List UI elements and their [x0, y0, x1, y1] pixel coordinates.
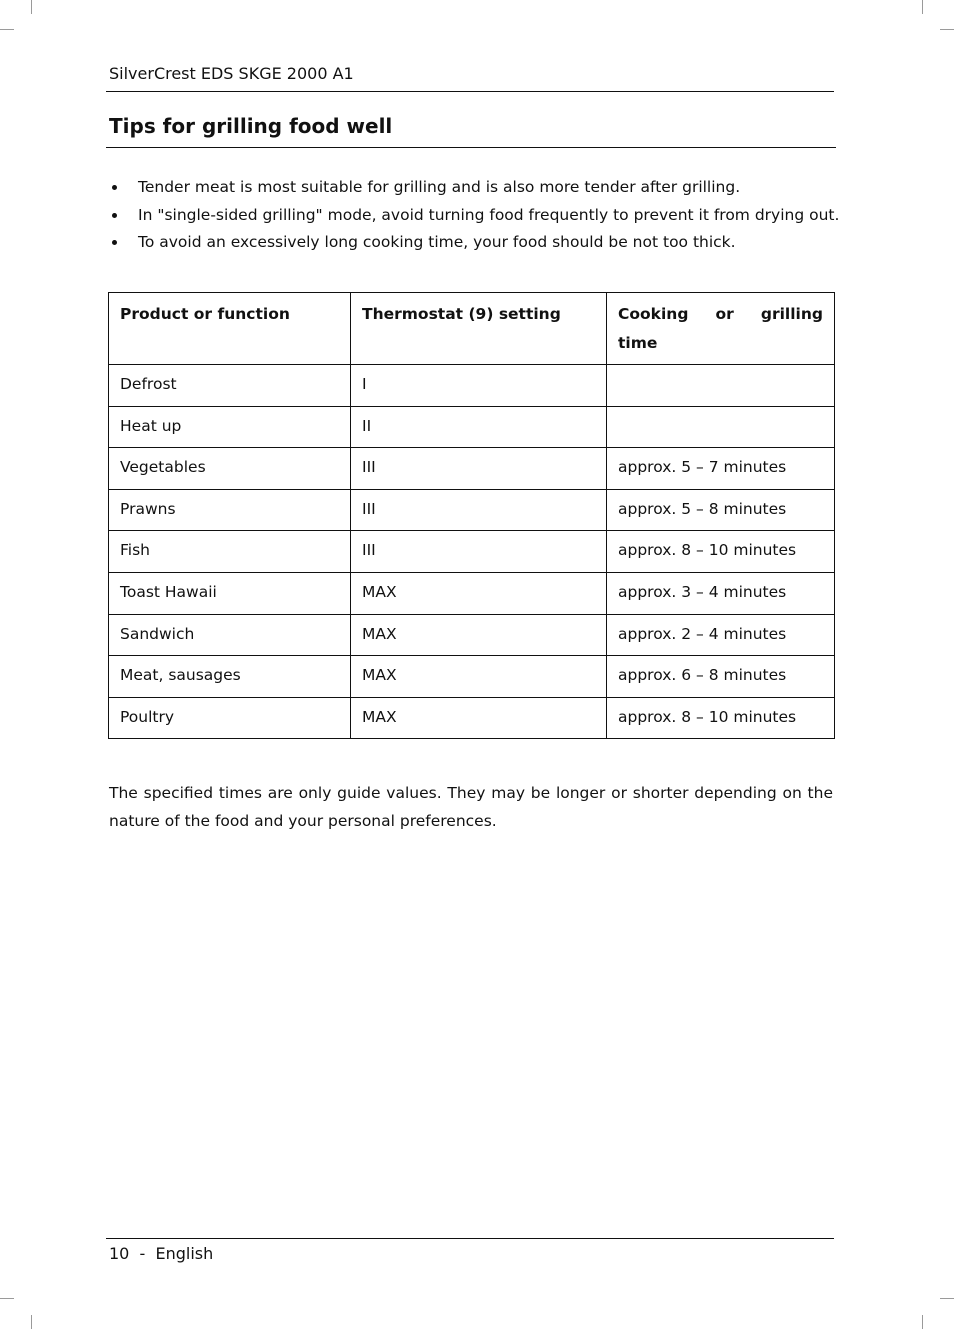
list-item — [109, 229, 839, 257]
table-row — [109, 656, 835, 698]
list-item — [109, 202, 839, 230]
bullet-icon — [112, 240, 117, 245]
table-cell-time: approx. 2 – 4 minutes — [607, 614, 835, 656]
table-cell-setting: III — [351, 531, 607, 573]
crop-mark — [31, 0, 32, 14]
tips-list — [109, 174, 839, 257]
grilling-table — [108, 292, 835, 739]
table-cell-time: approx. 5 – 7 minutes — [607, 448, 835, 490]
table-cell-product: Fish — [109, 531, 351, 573]
crop-mark — [940, 29, 954, 30]
table-cell-time: approx. 8 – 10 minutes — [607, 697, 835, 739]
tip-text: To avoid an excessively long cooking time, your food should be not too thick. — [138, 233, 736, 251]
crop-mark — [922, 0, 923, 14]
table-cell-setting: MAX — [351, 656, 607, 698]
table-cell-product: Prawns — [109, 489, 351, 531]
table-cell-product: Meat, sausages — [109, 656, 351, 698]
table-cell-time: approx. 3 – 4 minutes — [607, 572, 835, 614]
crop-mark — [0, 1298, 14, 1299]
table-row — [109, 448, 835, 490]
table-row — [109, 365, 835, 407]
running-header: SilverCrest EDS SKGE 2000 A1 — [109, 64, 354, 83]
tip-text: Tender meat is most suitable for grilling and is also more tender after grilling. — [138, 178, 741, 196]
table-cell-product: Poultry — [109, 697, 351, 739]
table-cell-time: approx. 6 – 8 minutes — [607, 656, 835, 698]
table-cell-setting: MAX — [351, 572, 607, 614]
crop-mark — [31, 1315, 32, 1329]
table-cell-setting: MAX — [351, 614, 607, 656]
table-cell-time: approx. 8 – 10 minutes — [607, 531, 835, 573]
header-rule — [106, 91, 834, 92]
table-cell-setting: MAX — [351, 697, 607, 739]
tip-text: In "single-sided grilling" mode, avoid turning food frequently to prevent it from drying out. — [138, 205, 840, 224]
title-rule — [106, 147, 836, 148]
table-row — [109, 572, 835, 614]
table-cell-setting: III — [351, 489, 607, 531]
table-row — [109, 697, 835, 739]
guide-note: The specified times are only guide values. They may be longer or shorter depending on the nature of the food and your personal preferences. — [109, 784, 833, 830]
table-cell-time — [607, 406, 835, 448]
table-cell-product: Vegetables — [109, 448, 351, 490]
column-header-product: Product or function — [109, 293, 351, 365]
table-row — [109, 489, 835, 531]
table-cell-product: Defrost — [109, 365, 351, 407]
table-row — [109, 614, 835, 656]
table-cell-product: Heat up — [109, 406, 351, 448]
table-cell-setting: III — [351, 448, 607, 490]
column-header-time: Cooking or grilling time — [607, 293, 835, 365]
column-header-thermostat: Thermostat (9) setting — [351, 293, 607, 365]
bullet-icon — [112, 185, 117, 190]
table-cell-time — [607, 365, 835, 407]
bullet-icon — [112, 213, 117, 218]
table-cell-product: Sandwich — [109, 614, 351, 656]
table-row — [109, 531, 835, 573]
page-footer: 10 - English — [109, 1244, 214, 1263]
list-item — [109, 174, 839, 202]
table-cell-setting: II — [351, 406, 607, 448]
section-title: Tips for grilling food well — [109, 114, 393, 138]
table-cell-product: Toast Hawaii — [109, 572, 351, 614]
table-cell-time: approx. 5 – 8 minutes — [607, 489, 835, 531]
crop-mark — [0, 29, 14, 30]
footer-rule — [106, 1238, 834, 1239]
table-row — [109, 406, 835, 448]
table-cell-setting: I — [351, 365, 607, 407]
table-header-row — [109, 293, 835, 365]
crop-mark — [922, 1315, 923, 1329]
crop-mark — [940, 1298, 954, 1299]
